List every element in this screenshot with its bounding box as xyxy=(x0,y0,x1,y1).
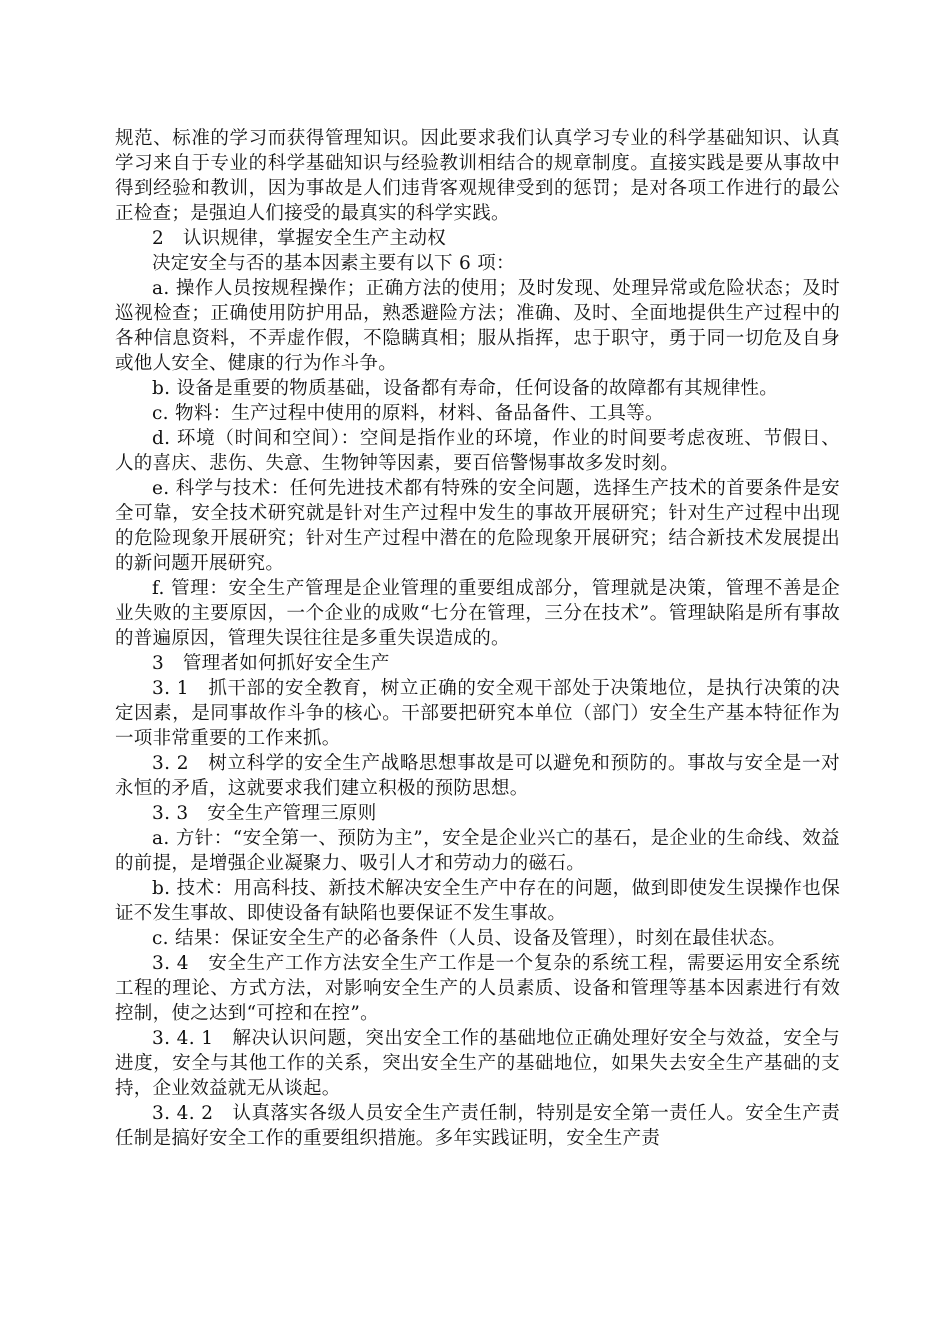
section-heading-3-3: 3. 3 安全生产管理三原则 xyxy=(152,803,377,824)
paragraph-principle-c: c. 结果：保证安全生产的必备条件（人员、设备及管理），时刻在最佳状态。 xyxy=(152,928,787,949)
paragraph-3-4-1: 3. 4. 1 解决认识问题，突出安全工作的基础地位正确处理好安全与效益，安全与进度，安全与其他工作的关系，突出安全生产的基础地位，如果失去安全生产基础的支持，企业效益就无从谈起。 xyxy=(115,1028,840,1099)
paragraph-factor-f: f. 管理：安全生产管理是企业管理的重要组成部分，管理就是决策，管理不善是企业失败的主要原因，一个企业的成败“七分在管理，三分在技术”。管理缺陷是所有事故的普遍原因，管理失误往往是多重失误造成的。 xyxy=(115,578,840,649)
section-heading-2: 2 认识规律，掌握安全生产主动权 xyxy=(152,228,447,249)
paragraph-factor-e: e. 科学与技术：任何先进技术都有特殊的安全问题，选择生产技术的首要条件是安全可靠，安全技术研究就是针对生产过程中发生的事故开展研究；针对生产过程中出现的危险现象开展研究；针对生产过程中潜在的危险现象开展研究；结合新技术发展提出的新问题开展研究。 xyxy=(115,478,840,574)
paragraph-factor-b: b. 设备是重要的物质基础，设备都有寿命，任何设备的故障都有其规律性。 xyxy=(152,378,779,399)
paragraph-factor-a: a. 操作人员按规程操作；正确方法的使用；及时发现、处理异常或危险状态；及时巡视检查；正确使用防护用品，熟悉避险方法；准确、及时、全面地提供生产过程中的各种信息资料，不弄虚作假，不隐瞒真相；服从指挥，忠于职守，勇于同一切危及自身或他人安全、健康的行为作斗争。 xyxy=(115,278,840,374)
paragraph-3-4-2: 3. 4. 2 认真落实各级人员安全生产责任制，特别是安全第一责任人。安全生产责任制是搞好安全工作的重要组织措施。多年实践证明，安全生产责 xyxy=(115,1103,840,1149)
paragraph-principle-a: a. 方针：“安全第一、预防为主”，安全是企业兴亡的基石，是企业的生命线、效益的前提，是增强企业凝聚力、吸引人才和劳动力的磁石。 xyxy=(115,828,840,874)
paragraph-body: 规范、标准的学习而获得管理知识。因此要求我们认真学习专业的科学基础知识、认真学习来自于专业的科学基础知识与经验教训相结合的规章制度。直接实践是要从事故中得到经验和教训，因为事故是人们违背客观规律受到的惩罚；是对各项工作进行的最公正检查；是强迫人们接受的最真实的科学实践。 xyxy=(115,128,840,224)
paragraph-factors-intro: 决定安全与否的基本因素主要有以下 6 项： xyxy=(152,253,515,274)
paragraph-3-2: 3. 2 树立科学的安全生产战略思想事故是可以避免和预防的。事故与安全是一对永恒的矛盾，这就要求我们建立积极的预防思想。 xyxy=(115,753,840,799)
paragraph-3-4: 3. 4 安全生产工作方法安全生产工作是一个复杂的系统工程，需要运用安全系统工程的理论、方式方法，对影响安全生产的人员素质、设备和管理等基本因素进行有效控制，使之达到“可控和在控”。 xyxy=(115,953,840,1024)
paragraph-factor-c: c. 物料：生产过程中使用的原料，材料、备品备件、工具等。 xyxy=(152,403,664,424)
document-page xyxy=(115,126,840,1151)
section-heading-3: 3 管理者如何抓好安全生产 xyxy=(152,653,390,674)
paragraph-principle-b: b. 技术：用高科技、新技术解决安全生产中存在的问题，做到即使发生误操作也保证不发生事故、即使设备有缺陷也要保证不发生事故。 xyxy=(115,878,840,924)
paragraph-3-1: 3. 1 抓干部的安全教育，树立正确的安全观干部处于决策地位，是执行决策的决定因素，是同事故作斗争的核心。干部要把研究本单位（部门）安全生产基本特征作为一项非常重要的工作来抓。 xyxy=(115,678,840,749)
paragraph-factor-d: d. 环境（时间和空间）：空间是指作业的环境，作业的时间要考虑夜班、节假日、人的喜庆、悲伤、失意、生物钟等因素，要百倍警惕事故多发时刻。 xyxy=(115,428,840,474)
